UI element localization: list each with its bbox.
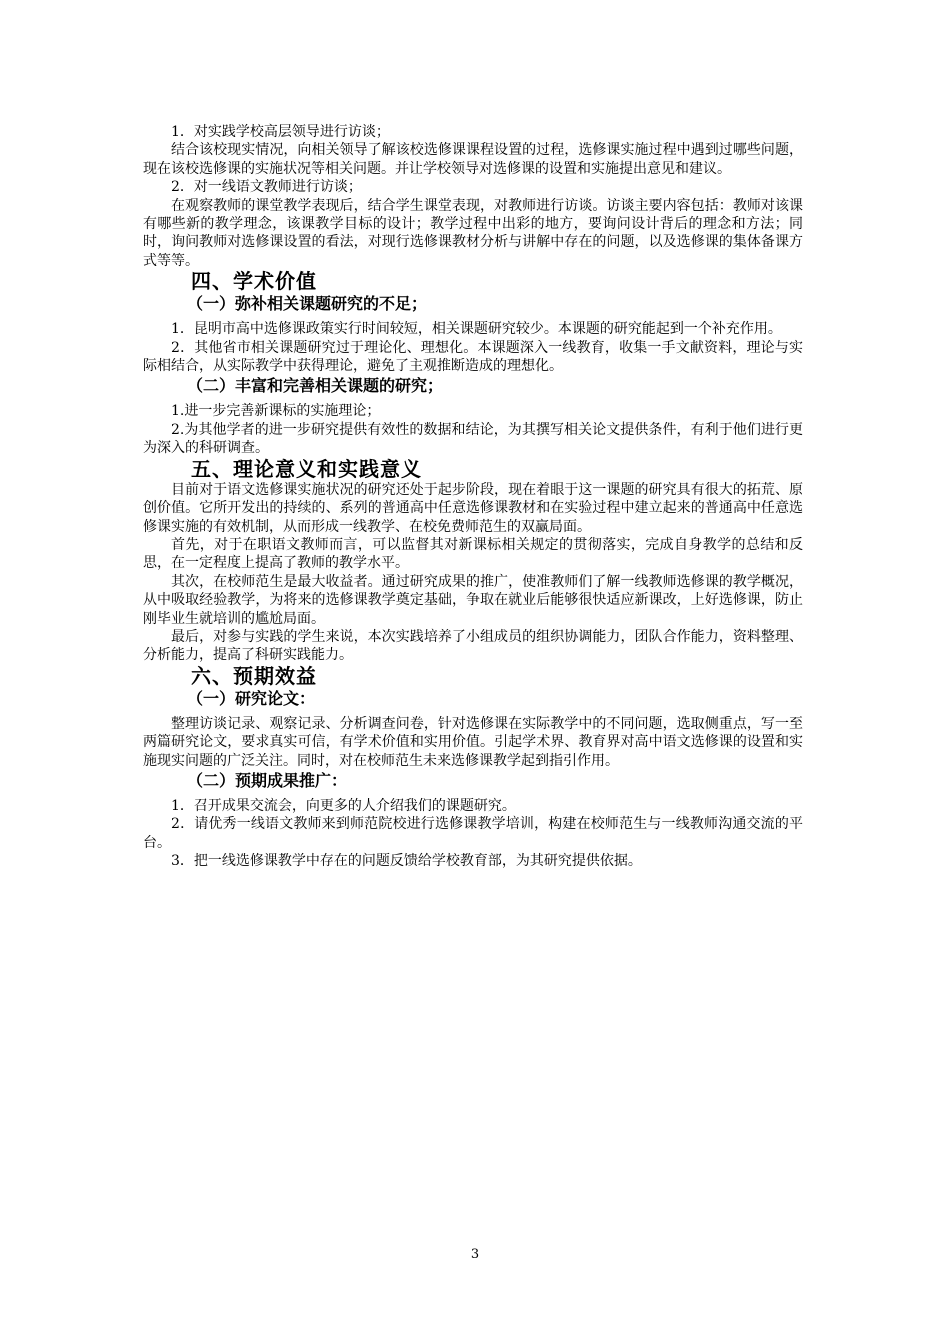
section-5-para-2: 首先，对于在职语文教师而言，可以监督其对新课标相关规定的贯彻落实，完成自身教学的总结和反思，在一定程度上提高了教师的教学水平。 (143, 536, 803, 572)
page-body (143, 123, 803, 871)
section-4-sub-1-para-2: 2．其他省市相关课题研究过于理论化、理想化。本课题深入一线教育，收集一手文献资料，理论与实际相结合，从实际教学中获得理论，避免了主观推断造成的理想化。 (143, 339, 803, 375)
interview-item-2-desc: 在观察教师的课堂教学表现后，结合学生课堂表现，对教师进行访谈。访谈主要内容包括：教师对该课有哪些新的教学理念，该课教学目标的设计；教学过程中出彩的地方，要询问设计背后的理念和方法；同时，询问教师对选修课设置的看法，对现行选修课教材分析与讲解中存在的问题，以及选修课的集体备课方式等等。 (143, 197, 803, 269)
interview-item-2: 2．对一线语文教师进行访谈； (171, 179, 362, 196)
section-5-heading: 五、理论意义和实践意义 (191, 456, 422, 481)
section-4-sub-2-heading: （二）丰富和完善相关课题的研究； (187, 376, 444, 396)
section-6-sub-2-para-2: 2．请优秀一线语文教师来到师范院校进行选修课教学培训，构建在校师范生与一线教师沟通交流的平台。 (143, 816, 803, 851)
interview-item-1-desc: 结合该校现实情况，向相关领导了解该校选修课课程设置的过程，选修课实施过程中遇到过哪些问题，现在该校选修课的实施状况等相关问题。并让学校领导对选修课的设置和实施提出意见和建议。 (143, 142, 803, 177)
section-4-sub-2-para-2: 2.为其他学者的进一步研究提供有效性的数据和结论，为其撰写相关论文提供条件，有利于他们进行更为深入的科研调查。 (143, 421, 803, 457)
section-4-sub-1-heading: （一）弥补相关课题研究的不足； (187, 294, 428, 314)
interview-item-1: 1．对实践学校高层领导进行访谈； (171, 124, 390, 140)
section-6-sub-2-heading: （二）预期成果推广： (187, 770, 348, 790)
section-6-sub-1-heading: （一）研究论文： (187, 688, 316, 708)
page-number: 3 (470, 1247, 480, 1262)
section-4-heading: 四、学术价值 (191, 269, 317, 294)
section-6-sub-2-para-1: 1．召开成果交流会，向更多的人介绍我们的课题研究。 (171, 797, 516, 814)
section-4-sub-2-para-1: 1.进一步完善新课标的实施理论； (171, 403, 381, 420)
section-4-sub-1-para-1: 1．昆明市高中选修课政策实行时间较短，相关课题研究较少。本课题的研究能起到一个补充作用。 (171, 321, 782, 338)
section-5-para-3: 其次，在校师范生是最大收益者。通过研究成果的推广，使准教师们了解一线教师选修课的教学概况，从中吸取经验教学，为将来的选修课教学奠定基础，争取在就业后能够很快适应新课改，上好选修课，防止刚毕业生就培训的尴尬局面。 (143, 573, 803, 627)
section-6-heading: 六、预期效益 (191, 663, 317, 688)
section-6-sub-2-para-3: 3．把一线选修课教学中存在的问题反馈给学校教育部，为其研究提供依据。 (171, 853, 642, 870)
section-6-sub-1-para-1: 整理访谈记录、观察记录、分析调查问卷，针对选修课在实际教学中的不同问题，选取侧重点，写一至两篇研究论文，要求真实可信，有学术价值和实用价值。引起学术界、教育界对高中语文选修课的设置和实施现实问题的广泛关注。同时，对在校师范生未来选修课教学起到指引作用。 (143, 715, 803, 769)
section-5-para-1: 目前对于语文选修课实施状况的研究还处于起步阶段，现在着眼于这一课题的研究具有很大的拓荒、原创价值。它所开发出的持续的、系列的普通高中任意选修课教材和在实验过程中建立起来的普通高中任意选修课实施的有效机制，从而形成一线教学、在校免费师范生的双赢局面。 (143, 481, 803, 535)
section-5-para-4: 最后，对参与实践的学生来说，本次实践培养了小组成员的组织协调能力，团队合作能力，资料整理、分析能力，提高了科研实践能力。 (143, 628, 803, 664)
